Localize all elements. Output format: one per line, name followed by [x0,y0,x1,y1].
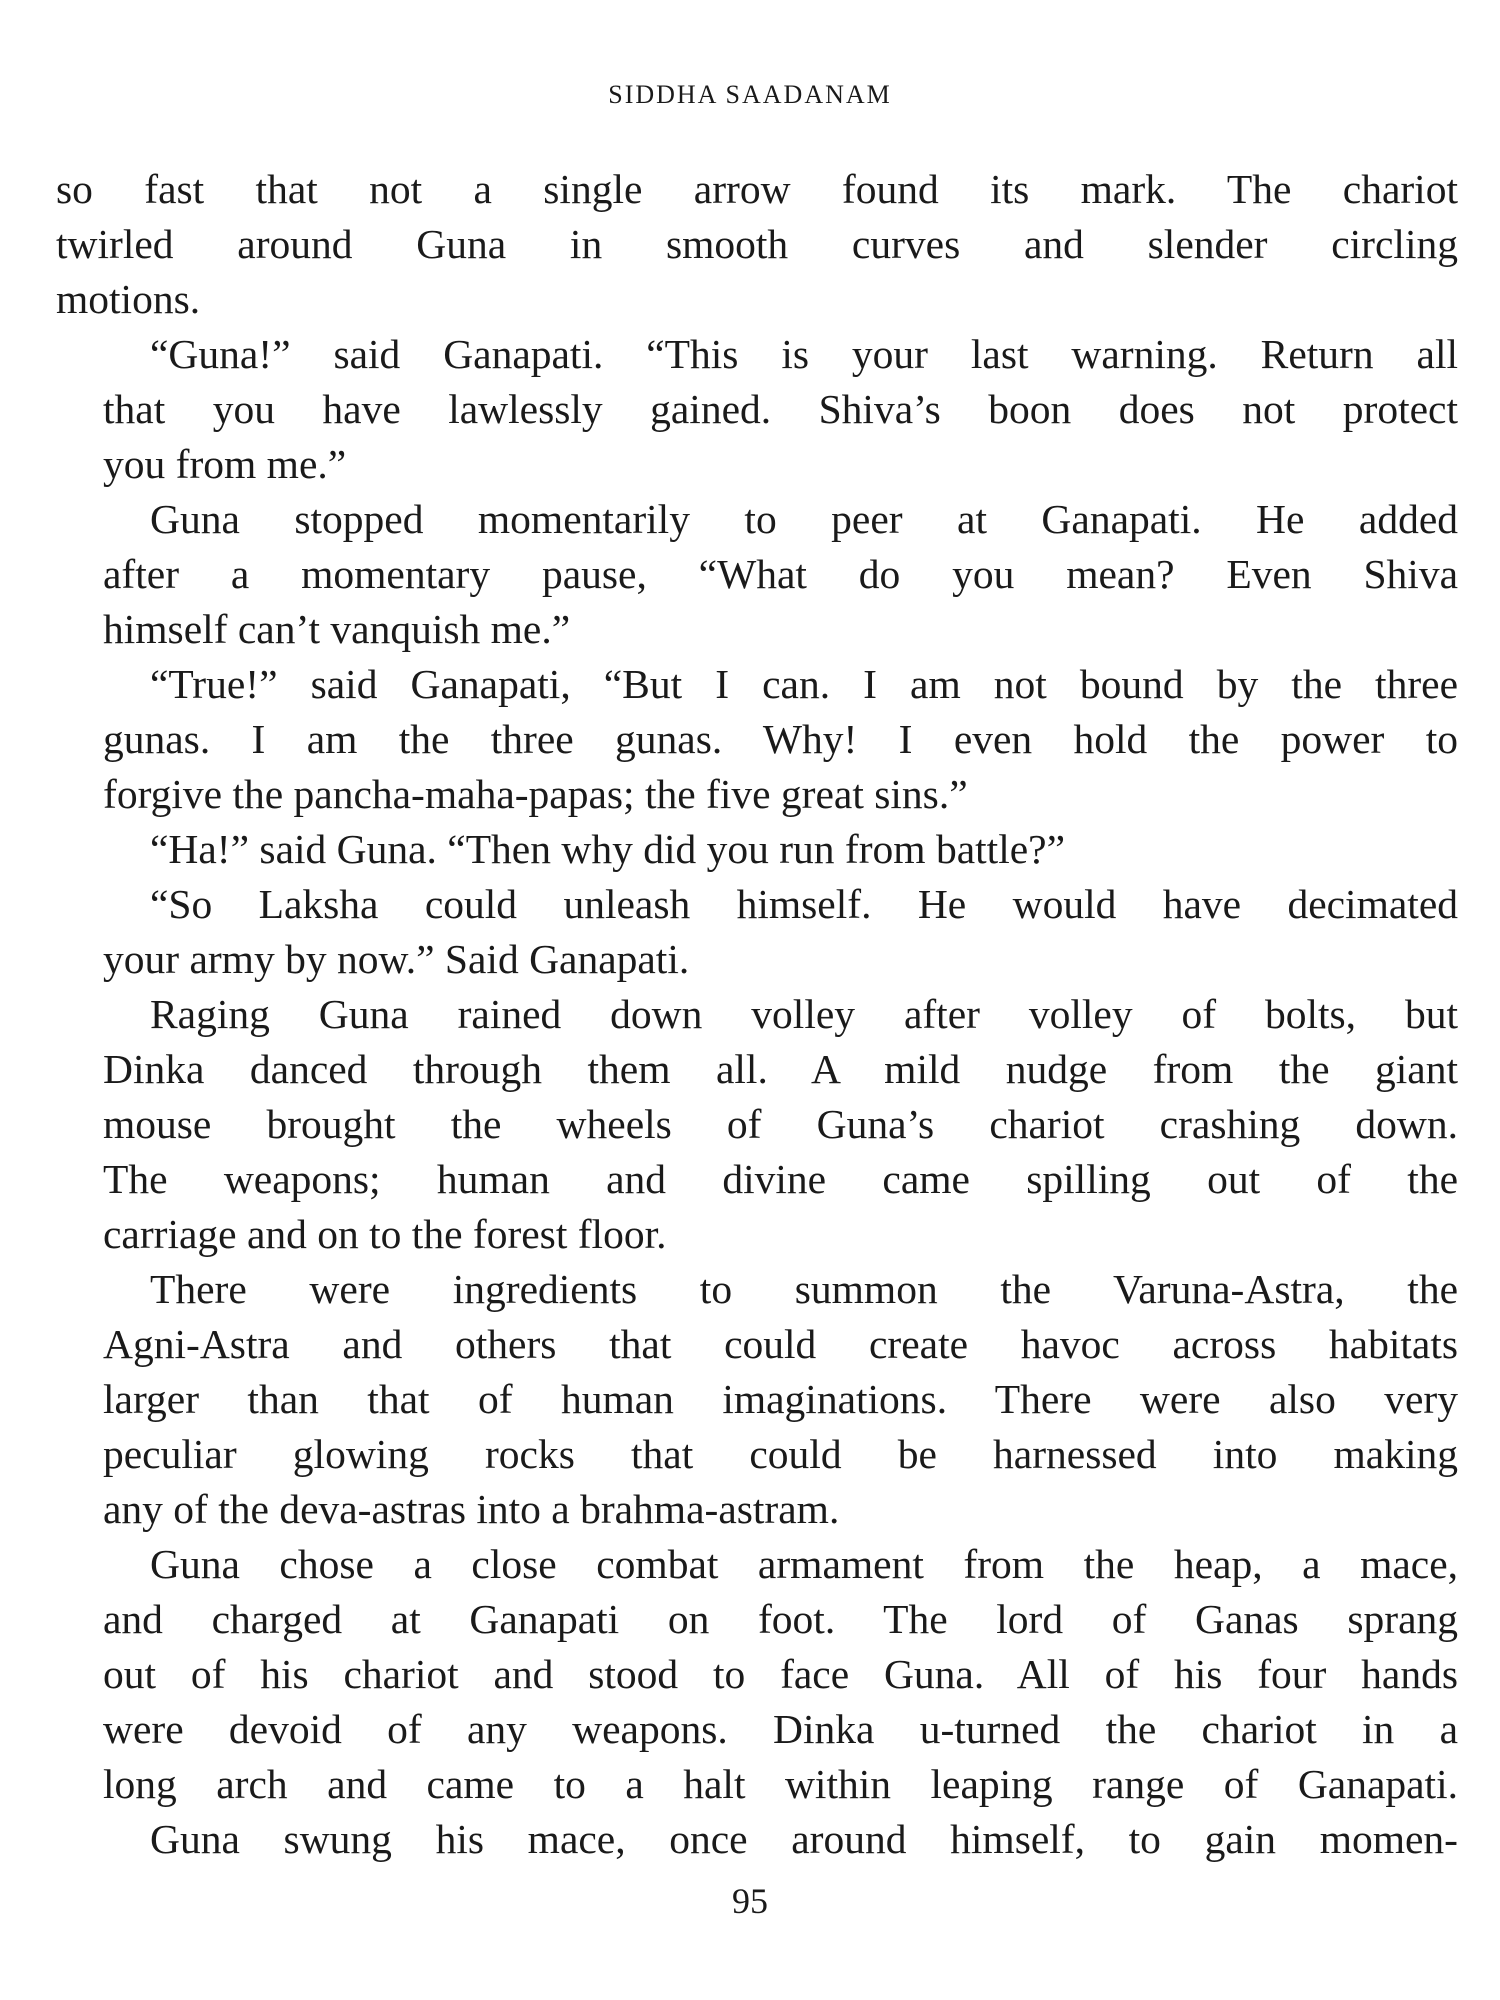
running-header: SIDDHA SAADANAM [608,80,892,109]
text-line: any of the deva-astras into a brahma-astram. [103,1486,840,1532]
text-line: and charged at Ganapati on foot. The lord of Ganas sprang [103,1596,1458,1642]
text-line: “Guna!” said Ganapati. “This is your last warning. Return all [150,331,1458,377]
body-text [56,162,1458,1867]
text-line: The weapons; human and divine came spilling out of the [103,1156,1458,1202]
text-line: “True!” said Ganapati, “But I can. I am not bound by the three [150,661,1458,707]
text-line: Guna swung his mace, once around himself, to gain momen- [150,1816,1458,1862]
text-line: Agni-Astra and others that could create havoc across habitats [103,1321,1458,1367]
paragraph [56,657,1458,822]
paragraph [56,1262,1458,1537]
paragraph [56,877,1458,987]
paragraph [56,162,1458,327]
text-line: so fast that not a single arrow found its mark. The chariot [56,166,1458,212]
text-line: were devoid of any weapons. Dinka u-turned the chariot in a [103,1706,1458,1752]
text-line: that you have lawlessly gained. Shiva’s boon does not protect [103,386,1458,432]
text-line: you from me.” [103,441,347,487]
page-number: 95 [732,1881,768,1921]
text-line: Guna stopped momentarily to peer at Ganapati. He added [150,496,1458,542]
text-line: “So Laksha could unleash himself. He would have decimated [150,881,1458,927]
paragraph [56,822,1458,877]
text-line: twirled around Guna in smooth curves and slender circling [56,221,1458,267]
text-line: motions. [56,276,201,322]
text-line: long arch and came to a halt within leaping range of Ganapati. [103,1761,1458,1807]
text-line: Dinka danced through them all. A mild nudge from the giant [103,1046,1458,1092]
text-line: after a momentary pause, “What do you mean? Even Shiva [103,551,1458,597]
text-line: peculiar glowing rocks that could be harnessed into making [103,1431,1458,1477]
text-line: carriage and on to the forest floor. [103,1211,667,1257]
paragraph [56,1812,1458,1867]
text-line: your army by now.” Said Ganapati. [103,936,690,982]
text-line: larger than that of human imaginations. There were also very [103,1376,1458,1422]
text-line: Guna chose a close combat armament from the heap, a mace, [150,1541,1458,1587]
text-line: Raging Guna rained down volley after volley of bolts, but [150,991,1458,1037]
text-line: gunas. I am the three gunas. Why! I even hold the power to [103,716,1458,762]
paragraph [56,492,1458,657]
text-line: himself can’t vanquish me.” [103,606,571,652]
paragraph [56,987,1458,1262]
text-line: forgive the pancha-maha-papas; the five great sins.” [103,771,968,817]
paragraph [56,1537,1458,1812]
text-line: There were ingredients to summon the Varuna-Astra, the [150,1266,1458,1312]
text-line: mouse brought the wheels of Guna’s chariot crashing down. [103,1101,1458,1147]
text-line: “Ha!” said Guna. “Then why did you run from battle?” [150,826,1065,872]
paragraph [56,327,1458,492]
text-line: out of his chariot and stood to face Guna. All of his four hands [103,1651,1458,1697]
